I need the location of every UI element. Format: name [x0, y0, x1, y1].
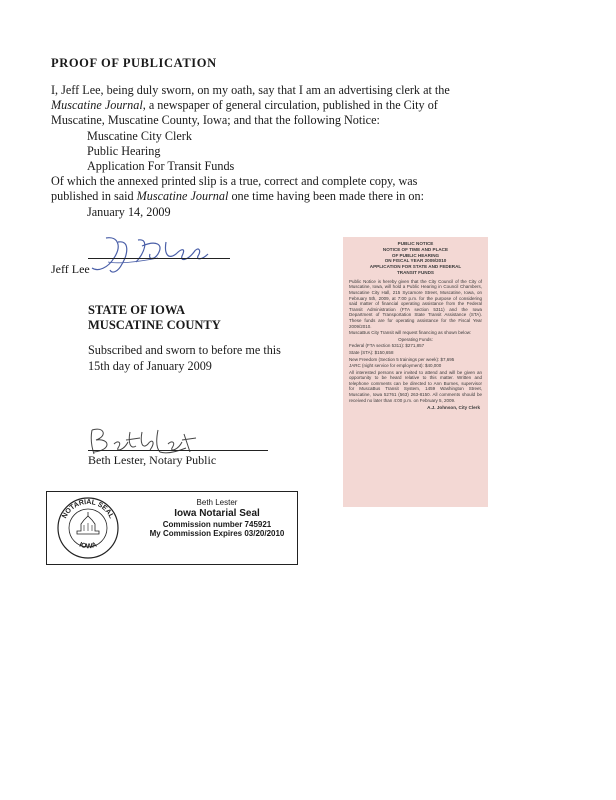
publication-date: January 14, 2009 — [87, 204, 171, 219]
middle-text: , a newspaper of general circulation, published in the City of Muscatine, Muscatine County, Iowa; and that the following Notice: — [51, 98, 438, 128]
clipping-body — [343, 276, 488, 403]
signature-line-notary — [88, 450, 268, 451]
newspaper-clipping — [343, 237, 488, 507]
intro-text: I, Jeff Lee, being duly sworn, on my oath, say that I am an advertising clerk at the — [51, 83, 450, 97]
clipping-paragraph: Public Notice is hereby given that the City Council of the City of Muscatine, Iowa, will hold a Public Hearing in Council Chambers, Muscatine City Hall, 215 Sycamore Street, Muscatine, Iowa, on February 5th, 2009, at 7:00 p.m. for the purpose of considering said matter of financial operating assistance from the Federal Transit Administration (FTA section 5311) and the Iowa Department of Transportation State Transit Assistance (STA). These funds are for operating assistance for the Fiscal Year 2009/2010. — [349, 278, 482, 329]
clipping-headline — [343, 241, 488, 276]
headline-line: NOTICE OF TIME AND PLACE — [382, 246, 449, 252]
subscribed-line2: 15th day of January 2009 — [88, 358, 212, 373]
jeff-lee-signature — [78, 232, 218, 280]
seal-ring-bottom: IOWA — [78, 541, 98, 551]
seal-notary-name: Beth Lester — [196, 498, 238, 507]
headline-line: ON FISCAL YEAR 2009/2010 — [384, 258, 447, 264]
headline-line: TRANSIT FUNDS — [396, 269, 434, 275]
headline-line: OF PUBLIC HEARING — [391, 252, 440, 258]
clipping-fund-line: Federal (FTA section 5311): $271,857 — [349, 343, 425, 349]
headline-line: APPLICATION FOR STATE AND FEDERAL — [369, 264, 462, 270]
subscribed-line1: Subscribed and sworn to before me this — [88, 343, 281, 357]
clipping-fund-line: New Freedom (Section 5 trainings per week): $7,695 — [349, 356, 455, 362]
notary-label: Beth Lester, Notary Public — [88, 453, 217, 467]
seal-text-block — [139, 498, 295, 539]
state-name: STATE OF IOWA — [88, 303, 186, 317]
notice-item: Application For Transit Funds — [87, 159, 235, 174]
clipping-paragraph: All interested persons are invited to attend and will be given an opportunity to be heard relative to this matter. Written and telephone comments can be directed to Ann Burnes, supervisor for MuscaBus Transit System, 1459 Washington Street, Muscatine, Iowa 52761 (563) 263-8150. All comments should be received no later than 4:00 p.m. on February 5, 2009. — [349, 369, 482, 403]
notice-item: Muscatine City Clerk — [87, 128, 192, 143]
clipping-fund-line: State (STA): $150,658 — [349, 349, 394, 355]
notary-seal-box — [46, 491, 298, 565]
clipping-paragraph: MuscaBus City Transit will request financing as shown below: — [349, 330, 472, 336]
subscribed-block — [88, 343, 281, 374]
signature-line-jeff — [88, 258, 230, 259]
seal-expires: My Commission Expires 03/20/2010 — [149, 529, 285, 538]
notarial-seal-stamp — [55, 496, 121, 560]
affidavit-paragraph — [51, 83, 461, 220]
journal-name: Muscatine Journal — [51, 98, 143, 113]
seal-commission: Commission number 745921 — [162, 519, 272, 529]
county-name: MUSCATINE COUNTY — [88, 318, 221, 332]
headline-line: PUBLIC NOTICE — [397, 241, 434, 246]
svg-text:NOTARIAL SEAL — [61, 499, 115, 520]
seal-ring-top: NOTARIAL SEAL — [61, 498, 115, 520]
proof-title: PROOF OF PUBLICATION — [51, 56, 217, 70]
clipping-funds-heading: Operating Funds: — [398, 336, 433, 342]
svg-text:IOWA — [78, 542, 98, 551]
state-block — [88, 303, 221, 333]
clipping-signature: A.J. Johnson, City Clerk — [427, 405, 480, 411]
seal-title: Iowa Notarial Seal — [174, 507, 260, 519]
after-text: one time having been made there in on: — [228, 189, 425, 204]
journal-name-2: Muscatine Journal — [136, 189, 229, 204]
signer-name: Jeff Lee — [51, 262, 90, 276]
clipping-fund-line: JARC (night service for employment): $40,000 — [349, 363, 442, 369]
certify-text: Of which the annexed printed slip is a true, correct and complete copy, was published in said — [51, 174, 418, 204]
notice-item: Public Hearing — [87, 143, 161, 158]
